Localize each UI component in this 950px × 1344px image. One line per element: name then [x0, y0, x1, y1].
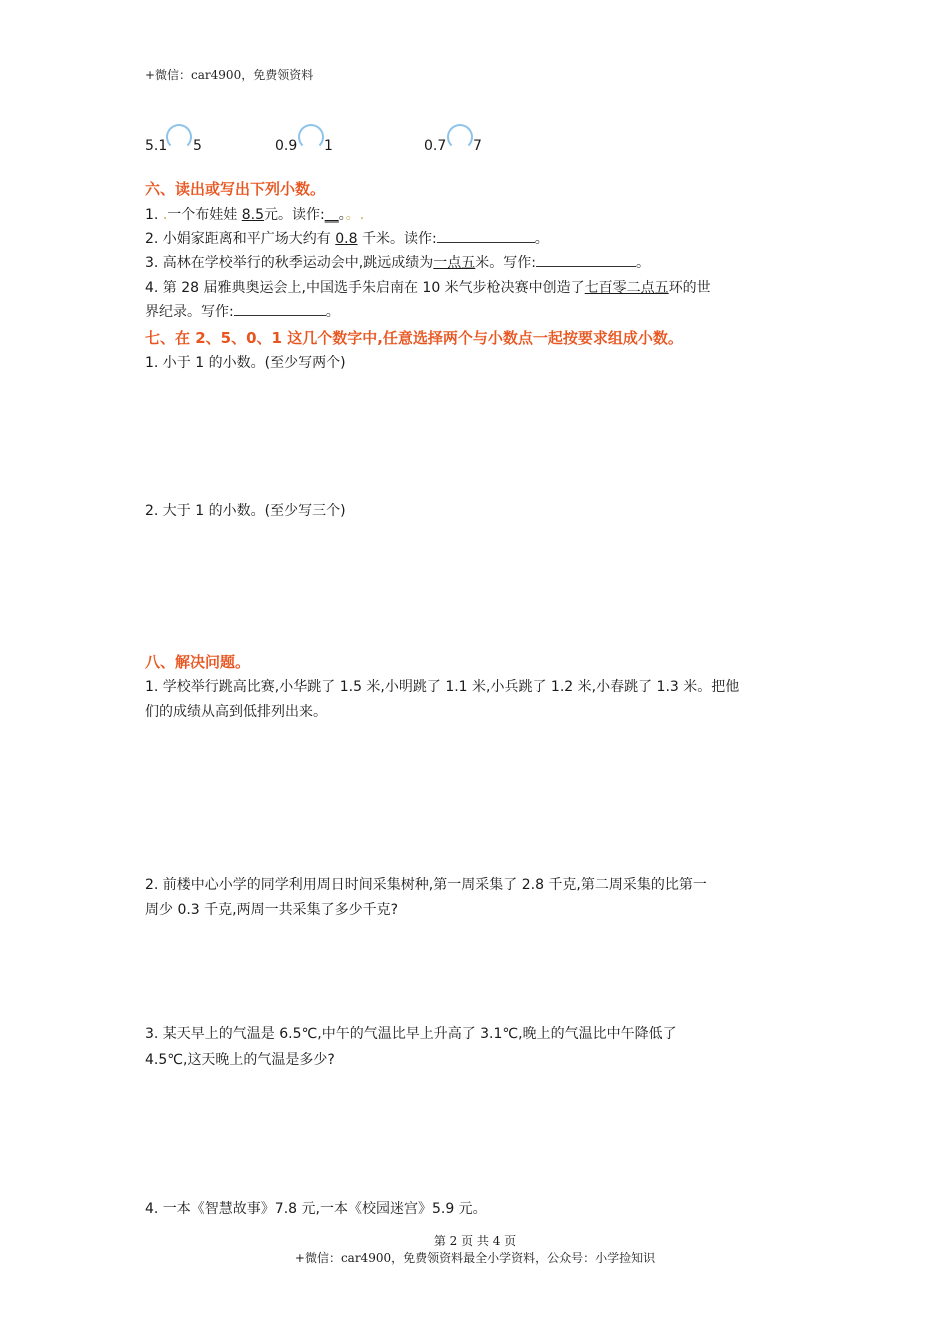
s8-question-3-line2: 4.5℃,这天晚上的气温是多少?	[145, 1052, 335, 1068]
s6-q1-number: 8.5	[241, 207, 264, 223]
compare-circle-2[interactable]	[298, 124, 324, 150]
section-8-title: 八、解决问题。	[145, 653, 251, 671]
compare-circle-3[interactable]	[447, 124, 473, 150]
s6-q3-blank[interactable]	[536, 252, 636, 267]
s8-question-2-line2: 周少 0.3 千克,两周一共采集了多少千克?	[145, 902, 399, 918]
s6-q4-blank[interactable]	[234, 301, 326, 316]
compare-right-2: 1	[324, 138, 333, 154]
footer-watermark: +微信：car4900，免费领资料最全小学资料，公众号：小学捡知识	[294, 1251, 656, 1265]
s6-question-1: 1. .一个布娃娃 8.5元。读作:__。。.	[145, 207, 365, 223]
compare-right-3: 7	[473, 138, 482, 154]
compare-left-1: 5.1	[145, 138, 168, 154]
compare-left-2: 0.9	[275, 138, 298, 154]
s8-question-1-line1: 1. 学校举行跳高比赛,小华跳了 1.5 米,小明跳了 1.1 米,小兵跳了 1.2 米,小春跳了 1.3 米。把他	[145, 679, 740, 695]
section-7-title: 七、在 2、5、0、1 这几个数字中,任意选择两个与小数点一起按要求组成小数。	[145, 329, 683, 347]
s6-q4-word: 七百零二点五	[584, 280, 669, 296]
s6-q3-word: 一点五	[433, 255, 476, 271]
compare-circle-1[interactable]	[166, 124, 192, 150]
header-watermark: +微信：car4900，免费领资料	[145, 68, 314, 82]
s8-question-4: 4. 一本《智慧故事》7.8 元,一本《校园迷宫》5.9 元。	[145, 1201, 487, 1217]
s6-q1-blank[interactable]: __	[324, 207, 339, 223]
s8-question-2-line1: 2. 前楼中心小学的同学利用周日时间采集树种,第一周采集了 2.8 千克,第二周采集的比第一	[145, 877, 707, 893]
s6-question-4-line2: 界纪录。写作: 。	[145, 301, 340, 321]
compare-right-1: 5	[193, 138, 202, 154]
s6-q2-blank[interactable]	[437, 228, 535, 243]
s8-question-3-line1: 3. 某天早上的气温是 6.5℃,中午的气温比早上升高了 3.1℃,晚上的气温比中午降低了	[145, 1026, 677, 1042]
s6-question-3: 3. 高林在学校举行的秋季运动会中,跳远成绩为一点五米。写作: 。	[145, 252, 650, 272]
section-6-title: 六、读出或写出下列小数。	[145, 180, 326, 198]
page-number: 第 2 页 共 4 页	[433, 1234, 517, 1248]
s8-question-1-line2: 们的成绩从高到低排列出来。	[145, 704, 327, 720]
s6-q2-number: 0.8	[335, 231, 358, 247]
s6-question-2: 2. 小娟家距离和平广场大约有 0.8 千米。读作: 。	[145, 228, 549, 248]
s7-question-2: 2. 大于 1 的小数。(至少写三个)	[145, 503, 346, 519]
compare-left-3: 0.7	[424, 138, 447, 154]
s6-question-4: 4. 第 28 届雅典奥运会上,中国选手朱启南在 10 米气步枪决赛中创造了七百零二点五环的世	[145, 280, 711, 296]
s7-question-1: 1. 小于 1 的小数。(至少写两个)	[145, 355, 346, 371]
